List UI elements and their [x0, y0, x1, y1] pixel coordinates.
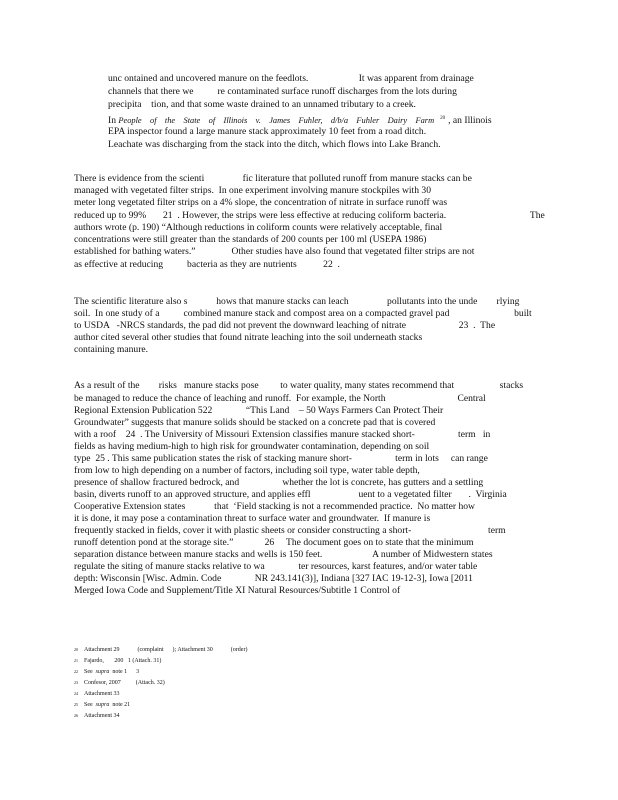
bullet-item-2-intro: In: [108, 115, 119, 127]
bullet-item-2-tail: , an Illinois: [448, 115, 492, 127]
paragraph-1-line: managed with vegetated filter strips. In one experiment involving manure stockpiles with 30: [74, 185, 432, 196]
paragraph-1-line: There is evidence from the scienti fic literature that polluted runoff from manure stacks can be: [74, 173, 472, 184]
paragraph-3-line: frequently stacked in fields, cover it with plastic sheets or consider constructing a short- term: [74, 525, 506, 536]
bullet-item-1-line-2: channels that there we re contaminated surface runoff discharges from the lots during: [108, 86, 457, 97]
footnote: $^{25}$ See supra note 21: [74, 702, 131, 708]
paragraph-3-line: Cooperative Extension states that ‘Field stacking is not a recommended practice. No matter how: [74, 501, 475, 512]
paragraph-3-line: it is done, it may pose a contamination threat to surface water and groundwater. If manure is: [74, 513, 431, 524]
paragraph-3-line: from low to high depending on a number of factors, including soil type, water table depth,: [74, 465, 420, 476]
footnote: $^{23}$ Confesor, 2007 (Attach. 32): [74, 680, 165, 686]
paragraph-3-line: depth: Wisconsin [Wisc. Admin. Code NR 243.141(3)], Indiana [327 IAC 19-12-3], Iowa [2011: [74, 573, 473, 584]
paragraph-1-line: reduced up to 99% 21 . However, the strips were less effective at reducing coliform bacteria. The: [74, 210, 545, 221]
paragraph-3-line: presence of shallow fractured bedrock, and whether the lot is concrete, has gutters and a settling: [74, 477, 484, 488]
paragraph-3-line: be managed to reduce the chance of leaching and runoff. For example, the North Central: [74, 393, 486, 404]
paragraph-3-line: regulate the siting of manure stacks relative to wa ter resources, karst features, and/or water table: [74, 561, 478, 572]
paragraph-1-line: established for bathing waters.” Other studies have also found that vegetated filter strips are not: [74, 246, 475, 257]
paragraph-2-line: to USDA -NRCS standards, the pad did not prevent the downward leaching of nitrate 23 . The: [74, 320, 496, 331]
paragraph-1-line: authors wrote (p. 190) “Although reductions in coliform counts were relatively acceptable, final: [74, 222, 443, 233]
bullet-item-2-line-3: Leachate was discharging from the stack into the ditch, which flows into Lake Branch.: [108, 139, 441, 150]
paragraph-3-line: type 25 . This same publication states the risk of stacking manure short- term in lots can range: [74, 453, 488, 464]
bullet-item-1-line-3: precipita tion, and that some waste drained to an unnamed tributary to a creek.: [108, 99, 416, 110]
footnote: $^{24}$ Attachment 33: [74, 691, 120, 697]
paragraph-3-line: Groundwater” suggests that manure solids should be stacked on a concrete pad that is covered: [74, 417, 436, 428]
paragraph-2-line: author cited several other studies that found nitrate leaching into the soil underneath stacks: [74, 332, 423, 343]
footnote: $^{26}$ Attachment 34: [74, 713, 120, 719]
paragraph-3-line: As a result of the risks manure stacks pose to water quality, many states recommend that stacks: [74, 380, 524, 391]
paragraph-2-line: containing manure.: [74, 344, 149, 355]
paragraph-3-line: with a roof 24 . The University of Missouri Extension classifies manure stacked short- term in: [74, 429, 491, 440]
paragraph-1-line: meter long vegetated filter strips on a 4% slope, the concentration of nitrate in surface runoff was: [74, 197, 448, 208]
paragraph-2-line: soil. In one study of a combined manure stack and compost area on a compacted gravel pad built: [74, 308, 532, 319]
paragraph-3-line: runoff detention pond at the storage site.” 26 The document goes on to state that the minimum: [74, 537, 474, 548]
bullet-item-2-line-2: EPA inspector found a large manure stack approximately 10 feet from a road ditch.: [108, 126, 427, 137]
case-citation: People of the State of Illinois v. James Fuhler, d/b/a Fuhler Dairy Farm: [118, 116, 435, 126]
paragraph-1-line: concentrations were still greater than the standards of 200 counts per 100 ml (USEPA 1986): [74, 234, 427, 245]
footnote: $^{20}$ Attachment 29 (complaint ); Attachment 30 (order): [74, 647, 248, 653]
paragraph-3-line: separation distance between manure stacks and wells is 150 feet. A number of Midwestern states: [74, 549, 493, 560]
footnote-ref-20: 20: [440, 116, 446, 121]
bullet-item-1-line-1: unc ontained and uncovered manure on the feedlots. It was apparent from drainage: [108, 73, 474, 84]
paragraph-1-line: as effective at reducing bacteria as they are nutrients 22 .: [74, 259, 340, 270]
paragraph-3-line: basin, diverts runoff to an approved structure, and applies effl uent to a vegetated filter . Virginia: [74, 489, 507, 500]
paragraph-3-line: Regional Extension Publication 522 “This Land – 50 Ways Farmers Can Protect Their: [74, 405, 444, 416]
paragraph-2-line: The scientific literature also s hows that manure stacks can leach pollutants into the unde rlying: [74, 296, 520, 307]
paragraph-3-line: fields as having medium-high to high risk for groundwater contamination, depending on soil: [74, 441, 430, 452]
footnote: $^{22}$ See supra note 1 3: [74, 669, 140, 675]
paragraph-3-line: Merged Iowa Code and Supplement/Title XI Natural Resources/Subtitle 1 Control of: [74, 585, 401, 596]
footnote: $^{21}$ Fajardo, 200 1 (Attach. 31): [74, 658, 162, 664]
